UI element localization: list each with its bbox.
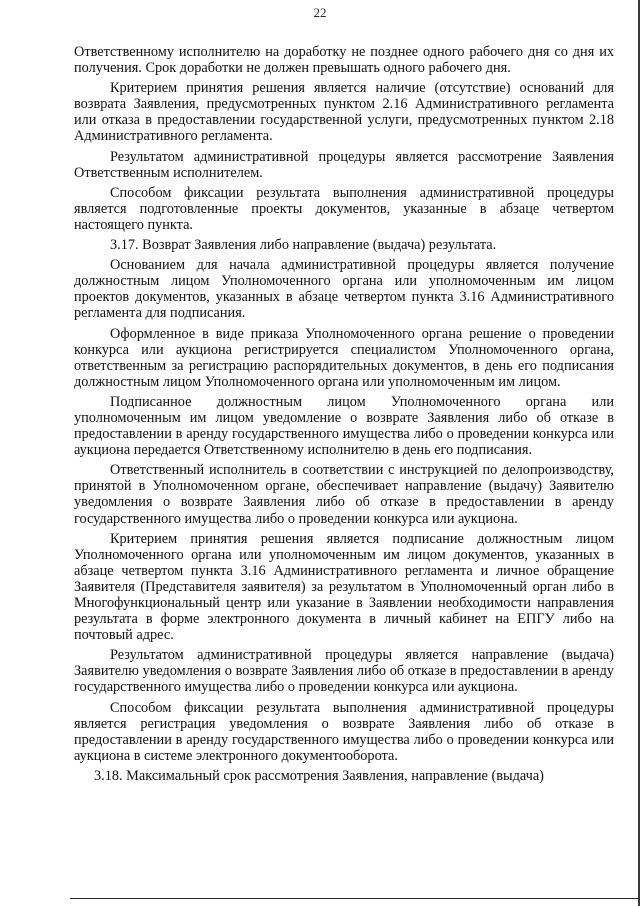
section-heading: 3.18. Максимальный срок рассмотрения Заявления, направление (выдача)	[94, 767, 544, 784]
scan-bottom-line	[70, 898, 640, 899]
paragraph: Основанием для начала административной процедуры является получение должностным лицом Уполномоченного органа или уполномоченным им лицом проектов документов, указанных в абзаце четвертом пункта 3.16 Административного регламента для подписания.	[74, 257, 614, 322]
paragraph: Критерием принятия решения является наличие (отсутствие) оснований для возврата Заявления, предусмотренных пунктом 2.16 Административного регламента или отказа в предоставлении государственной услуги, предусмотренных пунктом 2.18 Административного регламента.	[74, 80, 614, 145]
paragraph: Оформленное в виде приказа Уполномоченного органа решение о проведении конкурса или аукциона регистрируется специалистом Уполномоченного органа, ответственным за регистрацию распорядительных документов, в день его подписания должностным лицом Уполномоченного органа или уполномоченным им лицом.	[74, 325, 614, 390]
paragraph: Подписанное должностным лицом Уполномоченного органа или уполномоченным им лицом уведомление о возврате Заявления либо об отказе в предоставлении в аренду государственного имущества либо о проведении конкурса или аукциона передается Ответственному исполнителю в день его подписания.	[74, 393, 614, 459]
section-heading: 3.17. Возврат Заявления либо направление (выдача) результата.	[110, 237, 497, 254]
page-number: 22	[313, 5, 327, 20]
paragraph: Способом фиксации результата выполнения административной процедуры является подготовленные проекты документов, указанные в абзаце четвертом настоящего пункта.	[74, 184, 614, 233]
paragraph: Ответственный исполнитель в соответствии с инструкцией по делопроизводству, принятой в Уполномоченном органе, обеспечивает направление (выдачу) Заявителю уведомления о возврате Заявления либо об отказе в предоставлении в аренду государственного имущества либо о проведении конкурса или аукциона.	[74, 462, 614, 527]
document-body	[74, 44, 614, 788]
paragraph: Критерием принятия решения является подписание должностным лицом Уполномоченного органа или уполномоченным им лицом документов, указанных в абзаце четвертом пункта 3.16 Административного регламента и личное обращение Заявителя (Представителя заявителя) за результатом в Уполномоченный орган либо в Многофункциональный центр или указание в Заявлении необходимости направления результата в форме электронного документа в личный кабинет на ЕПГУ либо на почтовый адрес.	[74, 530, 614, 644]
paragraph: Результатом административной процедуры является направление (выдача) Заявителю уведомления о возврате Заявления либо об отказе в предоставлении в аренду государственного имущества либо о проведении конкурса или аукциона.	[74, 647, 614, 696]
paragraph: Результатом административной процедуры является рассмотрение Заявления Ответственным исполнителем.	[74, 148, 614, 181]
paragraph: Способом фиксации результата выполнения административной процедуры является регистрация уведомления о возврате Заявления либо об отказе в предоставлении в аренду государственного имущества либо о проведении конкурса или аукциона в системе электронного документооборота.	[74, 699, 614, 764]
paragraph: Ответственному исполнителю на доработку не позднее одного рабочего дня со дня их получения. Срок доработки не должен превышать одного рабочего дня.	[74, 44, 614, 77]
